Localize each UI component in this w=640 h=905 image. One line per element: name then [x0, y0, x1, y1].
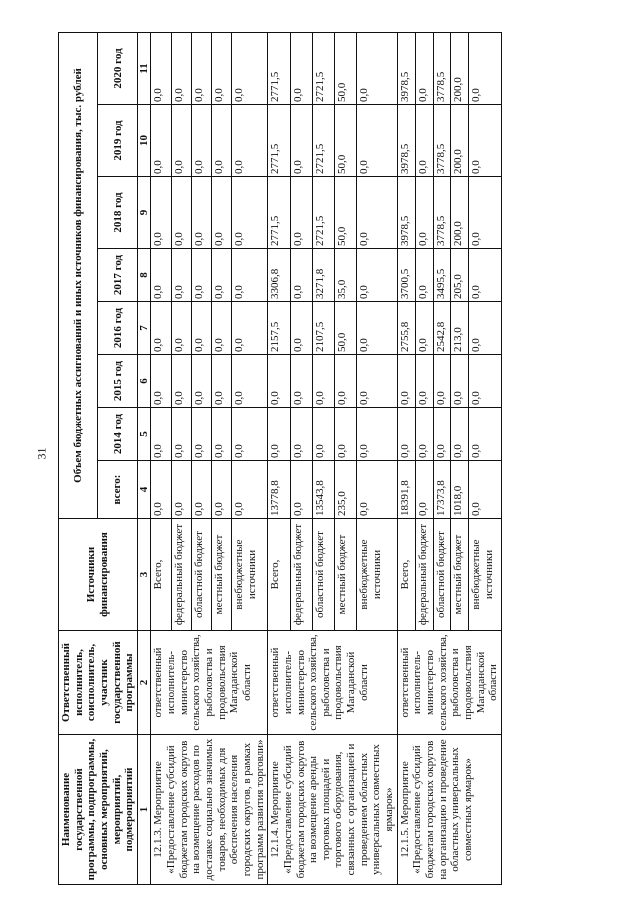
value-year: 0,0 — [415, 302, 433, 355]
column-number: 4 — [137, 461, 151, 519]
value-year: 0,0 — [211, 249, 231, 302]
funding-source: местный бюджет — [211, 519, 231, 631]
value-year: 0,0 — [231, 302, 267, 355]
header-year: 2015 год — [98, 355, 137, 408]
value-year: 0,0 — [312, 408, 334, 461]
funding-source: Всего, — [268, 519, 290, 631]
value-year: 0,0 — [231, 408, 267, 461]
value-year: 0,0 — [191, 355, 211, 408]
value-total: 0,0 — [357, 461, 397, 519]
activity-name: 12.1.3. Мероприятие «Предоставление субсидий бюджетам городских округов на возмещение расходов по доставке социально значимых товаров, необходимых для обеспечения населения городских округов, в рамках программ развития торговли» — [151, 735, 268, 885]
value-year: 0,0 — [231, 249, 267, 302]
value-total: 0,0 — [415, 461, 433, 519]
value-total: 0,0 — [231, 461, 267, 519]
funding-source: федеральный бюджет — [171, 519, 191, 631]
value-year: 0,0 — [171, 302, 191, 355]
value-year: 0,0 — [357, 408, 397, 461]
header-volume: Объем бюджетных ассигнований и иных источников финансирования, тыс. рублей — [59, 32, 98, 518]
column-number: 6 — [137, 355, 151, 408]
value-year: 0,0 — [290, 302, 312, 355]
value-year: 213,0 — [451, 302, 469, 355]
value-year: 3978,5 — [397, 177, 415, 249]
funding-source: областной бюджет — [312, 519, 334, 631]
funding-source: внебюджетные источники — [469, 519, 501, 631]
value-year: 0,0 — [415, 249, 433, 302]
value-year: 0,0 — [469, 105, 501, 177]
value-year: 0,0 — [469, 302, 501, 355]
value-year: 3271,8 — [312, 249, 334, 302]
value-total: 0,0 — [211, 461, 231, 519]
funding-table — [58, 32, 502, 885]
value-year: 0,0 — [151, 302, 171, 355]
value-year: 205,0 — [451, 249, 469, 302]
header-year: 2019 год — [98, 105, 137, 177]
funding-source: внебюджетные источники — [231, 519, 267, 631]
value-year: 200,0 — [451, 105, 469, 177]
value-year: 0,0 — [211, 355, 231, 408]
value-total: 13778,8 — [268, 461, 290, 519]
value-year: 0,0 — [268, 408, 290, 461]
header-year: 2017 год — [98, 249, 137, 302]
responsible-executor: ответственный исполнитель- министерство сельского хозяйства, рыболовства и продовольствия Магаданской области — [397, 631, 501, 735]
column-number: 7 — [137, 302, 151, 355]
responsible-executor: ответственный исполнитель- министерство сельского хозяйства, рыболовства и продовольствия Магаданской области — [151, 631, 268, 735]
value-year: 0,0 — [151, 249, 171, 302]
value-year: 0,0 — [290, 249, 312, 302]
column-number: 1 — [137, 735, 151, 885]
value-total: 0,0 — [469, 461, 501, 519]
value-year: 3495,5 — [433, 249, 451, 302]
value-year: 0,0 — [191, 32, 211, 104]
value-year: 200,0 — [451, 32, 469, 104]
value-year: 0,0 — [290, 355, 312, 408]
value-year: 0,0 — [469, 408, 501, 461]
value-total: 0,0 — [151, 461, 171, 519]
value-year: 0,0 — [290, 32, 312, 104]
column-number: 10 — [137, 105, 151, 177]
header-total: всего: — [98, 461, 137, 519]
value-year: 2721,5 — [312, 32, 334, 104]
value-year: 0,0 — [451, 408, 469, 461]
value-year: 0,0 — [151, 355, 171, 408]
header-year: 2016 год — [98, 302, 137, 355]
value-total: 13543,8 — [312, 461, 334, 519]
value-year: 0,0 — [231, 177, 267, 249]
value-year: 3700,5 — [397, 249, 415, 302]
funding-source: Всего, — [151, 519, 171, 631]
value-year: 0,0 — [231, 355, 267, 408]
value-total: 0,0 — [290, 461, 312, 519]
funding-source: Всего, — [397, 519, 415, 631]
value-year: 0,0 — [397, 408, 415, 461]
value-year: 3306,8 — [268, 249, 290, 302]
value-total: 1018,0 — [451, 461, 469, 519]
value-year: 3978,5 — [397, 32, 415, 104]
value-year: 0,0 — [231, 105, 267, 177]
value-year: 0,0 — [171, 249, 191, 302]
funding-source: внебюджетные источники — [357, 519, 397, 631]
value-year: 0,0 — [357, 32, 397, 104]
value-year: 0,0 — [171, 177, 191, 249]
value-year: 0,0 — [151, 32, 171, 104]
value-year: 0,0 — [191, 302, 211, 355]
value-year: 0,0 — [171, 32, 191, 104]
value-year: 2721,5 — [312, 177, 334, 249]
value-total: 17373,8 — [433, 461, 451, 519]
value-year: 0,0 — [357, 177, 397, 249]
value-year: 2721,5 — [312, 105, 334, 177]
value-year: 0,0 — [415, 408, 433, 461]
funding-source: областной бюджет — [191, 519, 211, 631]
value-year: 0,0 — [211, 105, 231, 177]
value-year: 0,0 — [469, 32, 501, 104]
value-year: 0,0 — [433, 355, 451, 408]
value-year: 200,0 — [451, 177, 469, 249]
header-sources: Источники финансирования — [59, 519, 138, 631]
rotated-page-content — [58, 33, 640, 885]
header-name: Наименование государственной программы, подпрограммы, основных мероприятий, мероприятий, подмероприятий — [59, 735, 138, 885]
column-number-row — [137, 32, 151, 884]
value-year: 0,0 — [268, 355, 290, 408]
funding-source: федеральный бюджет — [290, 519, 312, 631]
funding-source: федеральный бюджет — [415, 519, 433, 631]
table-row — [268, 32, 290, 884]
value-year: 3778,5 — [433, 32, 451, 104]
value-year: 0,0 — [191, 249, 211, 302]
value-year: 0,0 — [415, 105, 433, 177]
value-year: 2542,8 — [433, 302, 451, 355]
value-year: 0,0 — [357, 302, 397, 355]
table-row — [151, 32, 171, 884]
value-year: 0,0 — [469, 249, 501, 302]
value-year: 0,0 — [357, 355, 397, 408]
value-year: 0,0 — [290, 408, 312, 461]
value-year: 0,0 — [151, 177, 171, 249]
value-year: 0,0 — [469, 177, 501, 249]
value-total: 235,0 — [335, 461, 357, 519]
value-year: 0,0 — [312, 355, 334, 408]
value-year: 0,0 — [191, 105, 211, 177]
page-number: 31 — [34, 447, 49, 460]
value-year: 0,0 — [211, 302, 231, 355]
value-year: 50,0 — [335, 32, 357, 104]
value-year: 0,0 — [415, 355, 433, 408]
value-year: 0,0 — [415, 32, 433, 104]
value-year: 2157,5 — [268, 302, 290, 355]
column-number: 5 — [137, 408, 151, 461]
column-number: 11 — [137, 32, 151, 104]
funding-source: местный бюджет — [451, 519, 469, 631]
value-year: 3778,5 — [433, 105, 451, 177]
value-year: 3778,5 — [433, 177, 451, 249]
value-year: 0,0 — [211, 408, 231, 461]
header-executor: Ответственный исполнитель, соисполнитель, участник государственной программы — [59, 631, 138, 735]
value-year: 0,0 — [335, 355, 357, 408]
value-year: 2107,5 — [312, 302, 334, 355]
value-year: 0,0 — [357, 249, 397, 302]
value-total: 0,0 — [171, 461, 191, 519]
column-number: 9 — [137, 177, 151, 249]
value-year: 0,0 — [415, 177, 433, 249]
value-year: 2755,8 — [397, 302, 415, 355]
value-year: 0,0 — [191, 177, 211, 249]
value-year: 0,0 — [335, 408, 357, 461]
value-year: 0,0 — [171, 355, 191, 408]
value-year: 0,0 — [151, 408, 171, 461]
value-year: 0,0 — [451, 355, 469, 408]
value-year: 0,0 — [171, 105, 191, 177]
activity-name: 12.1.4. Мероприятие «Предоставление субсидий бюджетам городских округов на возмещение аренды торговых площадей и торгового оборудования, связанных с организацией и проведением областных универсальных совместных ярмарок» — [268, 735, 397, 885]
value-year: 50,0 — [335, 105, 357, 177]
value-year: 0,0 — [211, 177, 231, 249]
value-year: 2771,5 — [268, 32, 290, 104]
value-year: 0,0 — [433, 408, 451, 461]
column-number: 2 — [137, 631, 151, 735]
value-year: 50,0 — [335, 177, 357, 249]
value-year: 0,0 — [357, 105, 397, 177]
column-number: 8 — [137, 249, 151, 302]
column-number: 3 — [137, 519, 151, 631]
value-year: 0,0 — [191, 408, 211, 461]
funding-source: местный бюджет — [335, 519, 357, 631]
value-year: 0,0 — [231, 32, 267, 104]
value-year: 0,0 — [171, 408, 191, 461]
header-year: 2018 год — [98, 177, 137, 249]
activity-name: 12.1.5. Мероприятие «Предоставление субсидий бюджетам городских округов на организацию и проведение областных универсальных совместных ярмарок» — [397, 735, 501, 885]
responsible-executor: ответственный исполнитель- министерство сельского хозяйства, рыболовства и продовольствия Магаданской области — [268, 631, 397, 735]
value-year: 2771,5 — [268, 105, 290, 177]
value-year: 0,0 — [290, 105, 312, 177]
value-year: 0,0 — [290, 177, 312, 249]
value-year: 2771,5 — [268, 177, 290, 249]
table-row — [397, 32, 415, 884]
value-year: 0,0 — [397, 355, 415, 408]
value-year: 3978,5 — [397, 105, 415, 177]
value-year: 35,0 — [335, 249, 357, 302]
value-total: 18391,8 — [397, 461, 415, 519]
header-year: 2020 год — [98, 32, 137, 104]
value-year: 0,0 — [151, 105, 171, 177]
value-total: 0,0 — [191, 461, 211, 519]
header-year: 2014 год — [98, 408, 137, 461]
value-year: 0,0 — [469, 355, 501, 408]
funding-source: областной бюджет — [433, 519, 451, 631]
table-body — [151, 32, 501, 884]
value-year: 0,0 — [211, 32, 231, 104]
value-year: 50,0 — [335, 302, 357, 355]
